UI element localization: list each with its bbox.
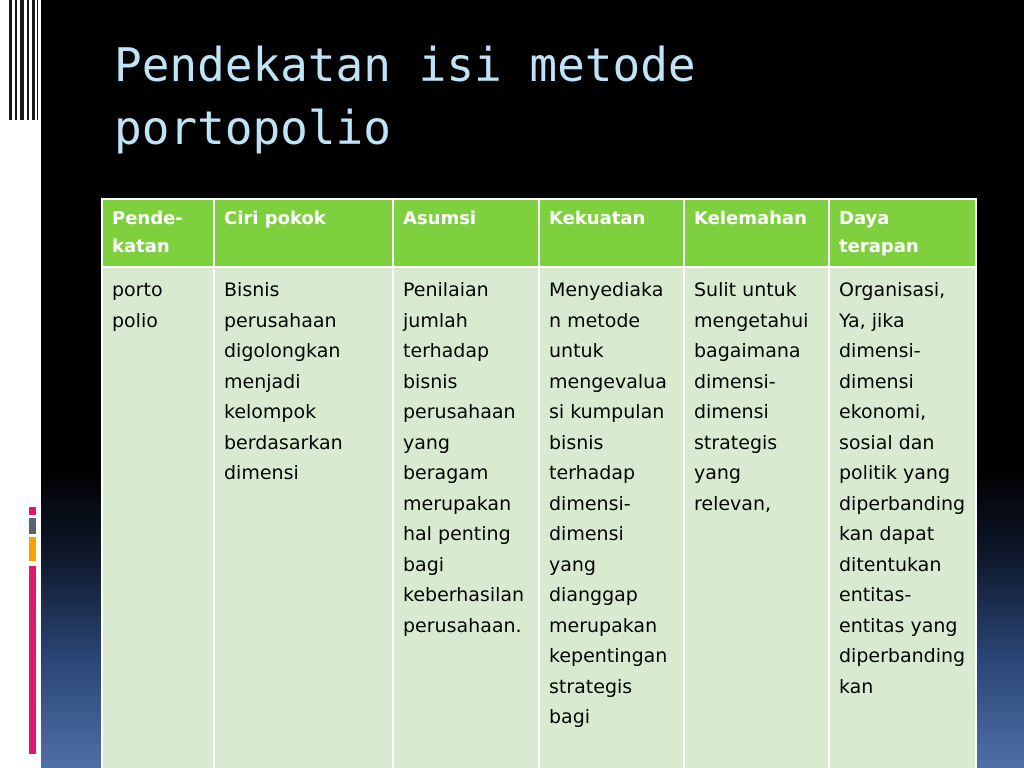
accent-bar-pink-long <box>29 566 36 754</box>
header-pendekatan: Pende- katan <box>102 199 214 267</box>
accent-bar-gray <box>29 518 36 534</box>
header-ciri-pokok: Ciri pokok <box>214 199 393 267</box>
cell-kelemahan: Sulit untuk mengetahui bagaimana dimensi-dimensi strategis yang relevan, <box>684 267 829 768</box>
comparison-table <box>101 198 977 768</box>
header-asumsi: Asumsi <box>393 199 539 267</box>
cell-asumsi: Penilaian jumlah terhadap bisnis perusahaan yang beragam merupakan hal penting bagi keberhasilan perusahaan. <box>393 267 539 768</box>
accent-bar-pink-top <box>29 507 36 515</box>
slide-title: Pendekatan isi metode portopolio <box>114 38 696 155</box>
accent-bar-orange <box>29 537 36 561</box>
header-daya-terapan: Daya terapan <box>829 199 976 267</box>
left-decoration-strip <box>0 0 41 768</box>
cell-ciri-pokok: Bisnis perusahaan digolongkan menjadi kelompok berdasarkan dimensi <box>214 267 393 768</box>
table-row <box>102 267 976 768</box>
vertical-lines-decoration <box>3 0 41 120</box>
cell-kekuatan: Menyediakan metode untuk mengevaluasi kumpulan bisnis terhadap dimensi-dimensi yang dianggap merupakan kepentingan strategis bagi <box>539 267 684 768</box>
header-kekuatan: Kekuatan <box>539 199 684 267</box>
cell-pendekatan: porto polio <box>102 267 214 768</box>
header-kelemahan: Kelemahan <box>684 199 829 267</box>
table-header-row <box>102 199 976 267</box>
cell-daya-terapan: Organisasi, Ya, jika dimensi-dimensi ekonomi, sosial dan politik yang diperbandingkan dapat ditentukan entitas-entitas yang diperbandingkan <box>829 267 976 768</box>
